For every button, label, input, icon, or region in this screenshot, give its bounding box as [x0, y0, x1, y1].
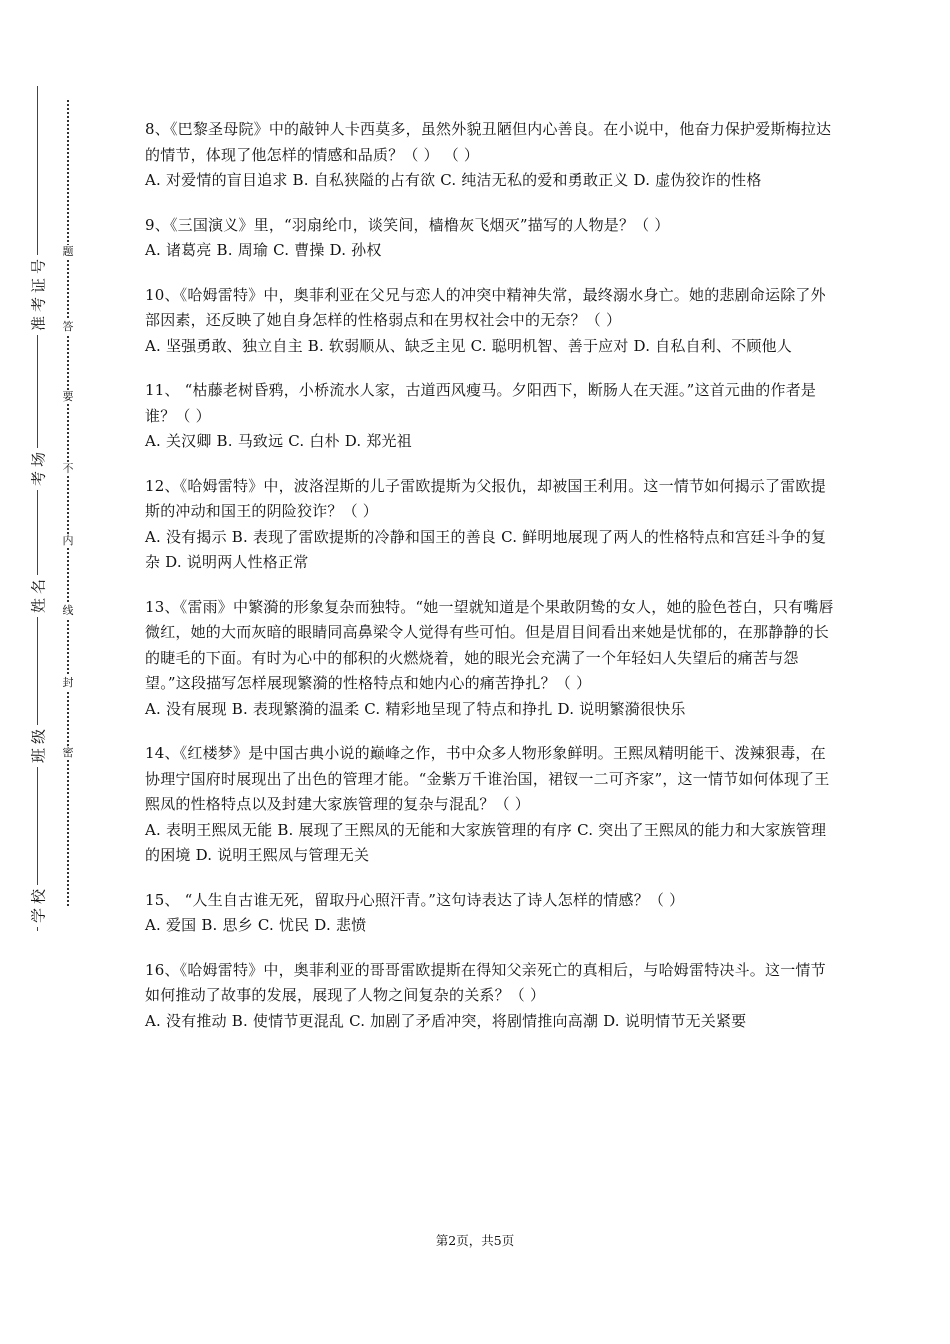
question-12 [145, 474, 835, 576]
class-label [24, 725, 54, 767]
seal-char-bu: 不 [60, 462, 76, 476]
question-options: A. 表明王熙凤无能 B. 展现了王熙凤的无能和大家族管理的有序 C. 突出了王熙凤的能力和大家族管理的困境 D. 说明王熙凤与管理无关 [145, 820, 827, 864]
seal-char-feng: 封 [60, 676, 76, 690]
question-10 [145, 283, 835, 360]
seal-char-da: 答 [60, 320, 76, 334]
question-text: 15、 “人生自古谁无死，留取丹心照汗青。”这句诗表达了诗人怎样的情感？（ ） [145, 890, 685, 909]
question-11 [145, 378, 835, 455]
seal-char-yao: 要 [60, 390, 76, 404]
seal-dotted-line [67, 100, 69, 906]
class-text: 级 班 [29, 729, 48, 764]
question-text: 9、《三国演义》里，“羽扇纶巾，谈笑间，樯橹灰飞烟灭”描写的人物是？（ ） [145, 215, 670, 234]
question-text: 16、《哈姆雷特》中，奥菲利亚的哥哥雷欧提斯在得知父亲死亡的真相后，与哈姆雷特决斗。这一情节如何推动了故事的发展，展现了人物之间复杂的关系？（ ） [145, 960, 826, 1004]
question-options: A. 坚强勇敢、独立自主 B. 软弱顺从、缺乏主见 C. 聪明机智、善于应对 D. 自私自利、不顾他人 [145, 336, 792, 355]
exam-number-label [24, 255, 54, 335]
question-9 [145, 213, 835, 264]
question-16 [145, 958, 835, 1035]
binding-line [37, 86, 38, 931]
question-14 [145, 741, 835, 869]
question-options: A. 对爱情的盲目追求 B. 自私狭隘的占有欲 C. 纯洁无私的爱和勇敢正义 D. 虚伪狡诈的性格 [145, 171, 762, 189]
exam-number-text: 号 证 考 准 [29, 259, 48, 332]
question-15 [145, 888, 835, 939]
seal-char-xian: 线 [60, 604, 76, 618]
exam-room-text: 场 考 [29, 452, 48, 487]
question-options: A. 没有推动 B. 使情节更混乱 C. 加剧了矛盾冲突，将剧情推向高潮 D. 说明情节无关紧要 [145, 1011, 747, 1030]
school-label [24, 885, 54, 927]
seal-char-mi: 密 [60, 746, 76, 760]
student-name-text: 名 姓 [29, 579, 48, 614]
school-text: 校 学 [29, 889, 48, 924]
exam-room-label [24, 448, 54, 490]
question-options: A. 爱国 B. 思乡 C. 忧民 D. 悲愤 [145, 916, 367, 934]
question-text: 11、 “枯藤老树昏鸦，小桥流水人家，古道西风瘦马。夕阳西下，断肠人在天涯。”这首元曲的作者是谁？（ ） [145, 381, 817, 425]
question-text: 10、《哈姆雷特》中，奥菲利亚在父兄与恋人的冲突中精神失常，最终溺水身亡。她的悲剧命运除了外部因素，还反映了她自身怎样的性格弱点和在男权社会中的无奈？（ ） [145, 285, 826, 329]
seal-char-ti: 题 [60, 245, 76, 259]
question-options: A. 诸葛亮 B. 周瑜 C. 曹操 D. 孙权 [145, 241, 382, 259]
seal-char-nei: 内 [60, 534, 76, 548]
question-8 [145, 117, 835, 194]
page-number: 第2页，共5页 [435, 1233, 515, 1248]
question-list [145, 117, 835, 1053]
question-13 [145, 595, 835, 723]
question-text: 8、《巴黎圣母院》中的敲钟人卡西莫多，虽然外貌丑陋但内心善良。在小说中，他奋力保护爱斯梅拉达的情节，体现了他怎样的情感和品质？（ ） （ ） [145, 120, 832, 164]
question-options: A. 关汉卿 B. 马致远 C. 白朴 D. 郑光祖 [145, 432, 412, 450]
student-name-label [24, 575, 54, 617]
question-text: 12、《哈姆雷特》中，波洛涅斯的儿子雷欧提斯为父报仇，却被国王利用。这一情节如何揭示了雷欧提斯的冲动和国王的阴险狡诈？（ ） [145, 476, 826, 520]
question-options: A. 没有揭示 B. 表现了雷欧提斯的冷静和国王的善良 C. 鲜明地展现了两人的性格特点和宫廷斗争的复杂 D. 说明两人性格正常 [145, 527, 827, 571]
question-text: 14、《红楼梦》是中国古典小说的巅峰之作，书中众多人物形象鲜明。王熙凤精明能干、泼辣狠毒，在协理宁国府时展现出了出色的管理才能。“金紫万千谁治国，裙钗一二可齐家”，这一情节如何体现了王熙凤的性格特点以及封建大家族管理的复杂与混乱？（ ） [145, 744, 830, 813]
question-options: A. 没有展现 B. 表现繁漪的温柔 C. 精彩地呈现了特点和挣扎 D. 说明繁漪很快乐 [145, 699, 686, 718]
question-text: 13、《雷雨》中繁漪的形象复杂而独特。“她一望就知道是个果敢阴鸷的女人，她的脸色苍白，只有嘴唇微红，她的大而灰暗的眼睛同高鼻梁令人觉得有些可怕。但是眉目间看出来她是忧郁的，在那静静的长的睫毛的下面。有时为心中的郁积的火燃烧着，她的眼光会充满了一个年轻妇人失望后的痛苦与怨望。”这段描写怎样展现繁漪的性格特点和她内心的痛苦挣扎？（ ） [145, 597, 834, 692]
